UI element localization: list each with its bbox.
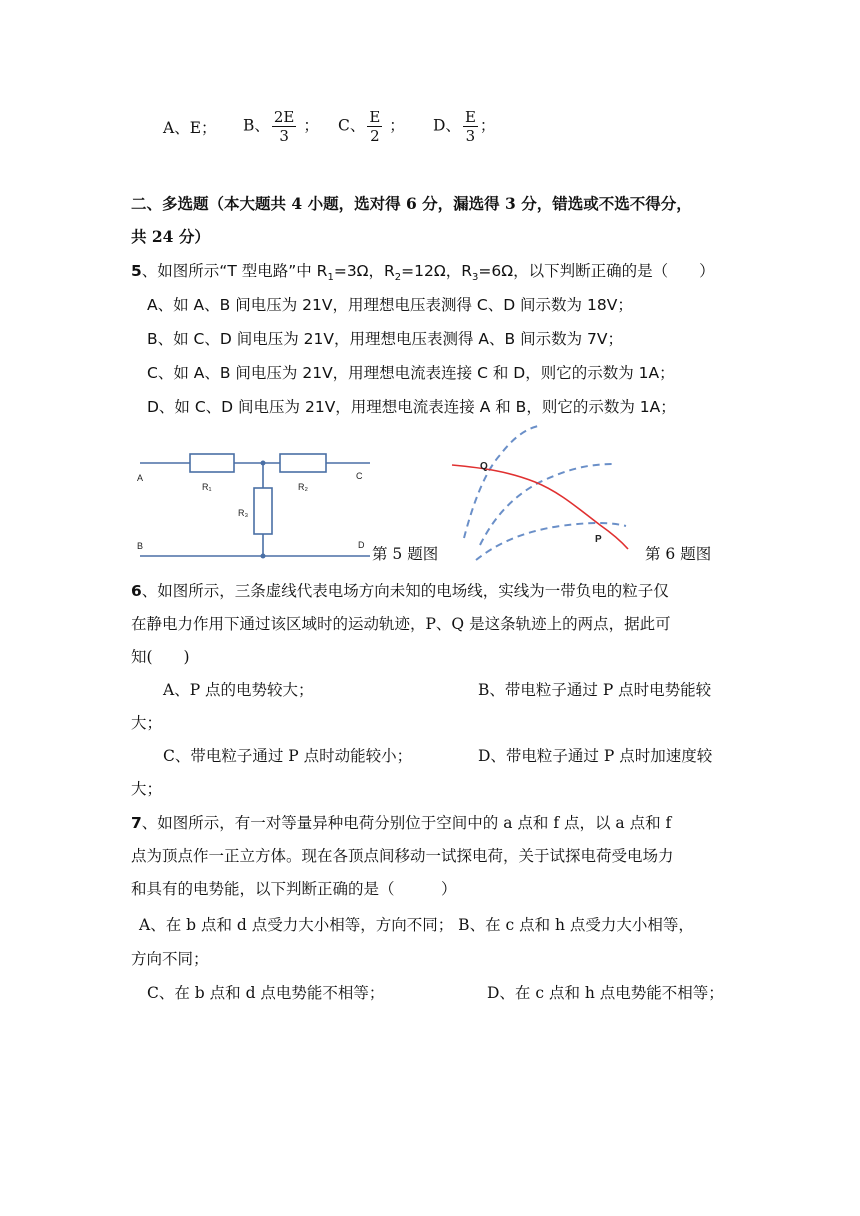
label-q: Q: [480, 461, 488, 472]
question-number: 5: [131, 262, 142, 280]
q4-option-a: A、E；: [163, 119, 217, 137]
q5-option-a: A、如 A、B 间电压为 21V，用理想电压表测得 C、D 间示数为 18V；: [147, 296, 633, 314]
q4-option-b-prefix: B、: [243, 116, 270, 135]
q5-option-d: D、如 C、D 间电压为 21V，用理想电流表连接 A 和 B，则它的示数为 1A；: [147, 398, 676, 416]
label-c: C: [356, 471, 363, 481]
label-p: P: [595, 534, 602, 545]
question-number: 6: [131, 582, 142, 600]
q7-option-d: D、在 c 点和 h 点电势能不相等；: [487, 984, 724, 1002]
q4-option-d: [433, 108, 495, 145]
q6-stem-line3: 知( ): [131, 648, 190, 666]
q7-option-ab-line2: 方向不同；: [131, 950, 209, 968]
q5-option-c: C、如 A、B 间电压为 21V，用理想电流表连接 C 和 D，则它的示数为 1A；: [147, 364, 675, 382]
r2-subscript: 2: [394, 272, 402, 284]
q7-stem-text: 、如图所示，有一对等量异种电荷分别位于空间中的 a 点和 f 点，以 a 点和 f: [141, 814, 672, 832]
fraction-denominator: 2: [370, 127, 380, 145]
q5-stem-part: =6Ω，以下判断正确的是（ ）: [478, 262, 715, 280]
q7-option-c: C、在 b 点和 d 点电势能不相等；: [147, 984, 385, 1002]
r3-subscript: 3: [472, 272, 479, 284]
fraction-denominator: 3: [279, 127, 289, 145]
q6-option-a: A、P 点的电势较大；: [163, 681, 314, 699]
resistor-r2: [280, 454, 326, 472]
resistor-r1: [190, 454, 234, 472]
fraction-numerator: 2E: [273, 108, 295, 126]
q5-stem-part: =12Ω，R: [401, 262, 472, 280]
q6-stem-text: 、如图所示，三条虚线代表电场方向未知的电场线，实线为一带负电的粒子仅: [141, 582, 669, 600]
fraction-numerator: E: [369, 108, 381, 126]
resistor-r3: [254, 488, 272, 534]
q4-option-b-suffix: ；: [303, 116, 319, 135]
label-a: A: [137, 473, 144, 483]
q6-option-d-line2: 大；: [131, 780, 163, 798]
q6-stem-line1: [131, 581, 669, 601]
section-heading-line2: 共 24 分）: [131, 227, 210, 246]
label-r3: R₃: [238, 508, 249, 518]
q5-stem: [131, 261, 715, 288]
q6-stem-line2: 在静电力作用下通过该区域时的运动轨迹，P、Q 是这条轨迹上的两点，据此可: [131, 615, 671, 633]
q4-option-d-suffix: ；: [479, 116, 496, 135]
label-r2: R₂: [298, 482, 308, 492]
label-b: B: [137, 541, 144, 551]
q4-option-c-suffix: ；: [389, 116, 405, 135]
fraction-2e-over-3: [272, 108, 297, 145]
junction-dot-top: [261, 461, 266, 466]
question-number: 7: [131, 814, 142, 832]
q6-option-b-line1: B、带电粒子通过 P 点时电势能较: [478, 681, 712, 699]
q4-option-b: [243, 108, 319, 145]
q4-option-d-prefix: D、: [433, 116, 461, 135]
r1-subscript: 1: [327, 272, 334, 284]
junction-dot-bottom: [261, 554, 266, 559]
q7-option-ab-line1: A、在 b 点和 d 点受力大小相等，方向不同； B、在 c 点和 h 点受力大小相等，: [139, 916, 694, 934]
q5-stem-part: =3Ω，R: [333, 262, 395, 280]
q4-option-c-prefix: C、: [338, 116, 366, 135]
figure-5-caption: 第 5 题图: [372, 545, 439, 563]
q5-option-b: B、如 C、D 间电压为 21V，用理想电压表测得 A、B 间示数为 7V；: [147, 330, 623, 348]
fraction-numerator: E: [464, 108, 476, 126]
q6-option-d-line1: D、带电粒子通过 P 点时加速度较: [478, 747, 713, 765]
field-line-2: [480, 464, 615, 545]
q7-stem-line3: 和具有的电势能，以下判断正确的是（ ）: [131, 880, 457, 898]
q6-option-c: C、带电粒子通过 P 点时动能较小；: [163, 747, 413, 765]
figure-5-t-circuit: [130, 440, 380, 565]
q7-stem-line1: [131, 813, 671, 833]
fraction-e-over-3: [463, 108, 478, 145]
fraction-denominator: 3: [465, 127, 476, 145]
figure-6-field-lines: [440, 420, 640, 565]
label-d: D: [358, 540, 365, 550]
figure-6-caption: 第 6 题图: [645, 545, 712, 563]
q7-stem-line2: 点为顶点作一正立方体。现在各顶点间移动一试探电荷，关于试探电荷受电场力: [131, 847, 674, 865]
section-heading-line1: 二、多选题（本大题共 4 小题，选对得 6 分，漏选得 3 分，错选或不选不得分，: [131, 194, 692, 213]
q6-option-b-line2: 大；: [131, 714, 163, 732]
field-line-3: [476, 523, 626, 560]
fraction-e-over-2: [367, 108, 382, 145]
q4-option-c: [338, 108, 405, 145]
field-line-1: [464, 426, 538, 538]
q5-stem-part: 、如图所示“T 型电路”中 R: [141, 262, 328, 280]
label-r1: R₁: [202, 482, 212, 492]
